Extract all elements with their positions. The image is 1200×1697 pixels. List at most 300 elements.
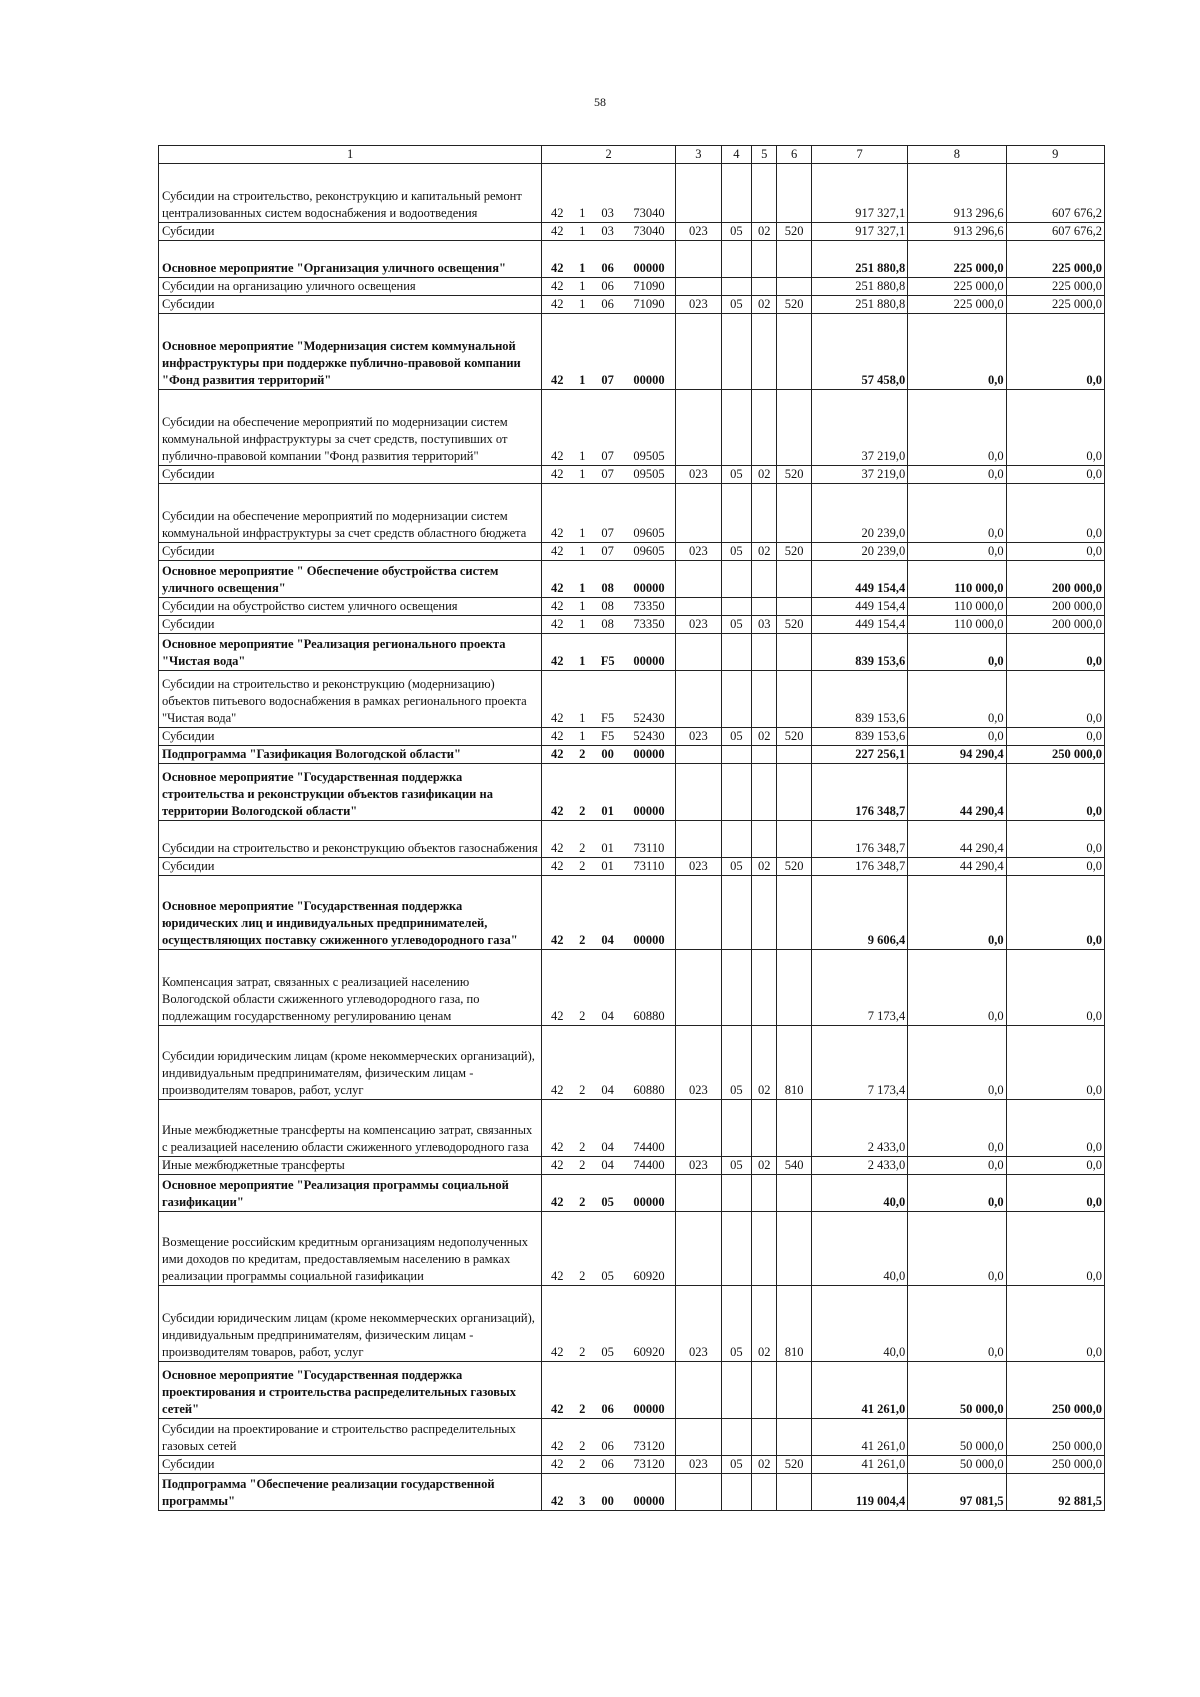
table-row (159, 728, 1105, 746)
code-subsection: 02 (752, 1157, 777, 1175)
amount-col9: 225 000,0 (1006, 296, 1104, 314)
amount-col7: 251 880,8 (811, 296, 907, 314)
amount-col8: 97 081,5 (908, 1474, 1006, 1511)
amount-col7: 7 173,4 (811, 950, 907, 1026)
amount-col8: 50 000,0 (908, 1419, 1006, 1456)
code-section (721, 598, 751, 616)
amount-col7: 41 261,0 (811, 1419, 907, 1456)
code-subsection (752, 764, 777, 821)
code-direction: 00000 (623, 1362, 676, 1419)
amount-col8: 44 290,4 (908, 858, 1006, 876)
code-expense-type (777, 1212, 811, 1286)
code-section (721, 561, 751, 598)
code-expense-type: 520 (777, 616, 811, 634)
code-grbs: 023 (676, 728, 722, 746)
amount-col9: 225 000,0 (1006, 278, 1104, 296)
code-program: 42 (542, 1100, 572, 1157)
amount-col7: 20 239,0 (811, 543, 907, 561)
code-activity: 05 (592, 1175, 622, 1212)
code-program: 42 (542, 278, 572, 296)
code-expense-type (777, 1175, 811, 1212)
table-row (159, 1362, 1105, 1419)
table-row (159, 1100, 1105, 1157)
amount-col9: 0,0 (1006, 543, 1104, 561)
code-direction: 09605 (623, 484, 676, 543)
row-name: Подпрограмма "Обеспечение реализации государственной программы" (159, 1474, 542, 1511)
amount-col7: 40,0 (811, 1286, 907, 1362)
code-direction: 73120 (623, 1419, 676, 1456)
table-row (159, 1157, 1105, 1175)
row-name: Субсидии на строительство и реконструкцию (модернизацию) объектов питьевого водоснабжения в рамках регионального проекта "Чистая вода" (159, 671, 542, 728)
amount-col8: 225 000,0 (908, 278, 1006, 296)
code-section (721, 241, 751, 278)
amount-col9: 0,0 (1006, 821, 1104, 858)
amount-col7: 839 153,6 (811, 728, 907, 746)
code-grbs (676, 876, 722, 950)
code-direction: 00000 (623, 241, 676, 278)
amount-col7: 119 004,4 (811, 1474, 907, 1511)
code-activity: 07 (592, 390, 622, 466)
code-subsection: 02 (752, 858, 777, 876)
row-name: Основное мероприятие "Реализация регионального проекта "Чистая вода" (159, 634, 542, 671)
code-program: 42 (542, 728, 572, 746)
amount-col7: 41 261,0 (811, 1456, 907, 1474)
table-row (159, 821, 1105, 858)
code-subsection (752, 1175, 777, 1212)
code-subsection (752, 876, 777, 950)
code-section: 05 (721, 1026, 751, 1100)
code-section (721, 1474, 751, 1511)
code-section (721, 950, 751, 1026)
code-direction: 00000 (623, 746, 676, 764)
header-cell-6: 6 (777, 146, 811, 164)
code-activity: 07 (592, 466, 622, 484)
code-subprogram: 1 (572, 543, 592, 561)
code-section (721, 1175, 751, 1212)
table-row (159, 616, 1105, 634)
code-subsection (752, 821, 777, 858)
code-direction: 60920 (623, 1212, 676, 1286)
code-program: 42 (542, 1157, 572, 1175)
code-section (721, 876, 751, 950)
code-direction: 74400 (623, 1157, 676, 1175)
row-name: Субсидии (159, 466, 542, 484)
table-row (159, 1175, 1105, 1212)
amount-col9: 250 000,0 (1006, 1456, 1104, 1474)
amount-col9: 0,0 (1006, 1100, 1104, 1157)
code-section: 05 (721, 543, 751, 561)
code-program: 42 (542, 950, 572, 1026)
code-subprogram: 1 (572, 484, 592, 543)
amount-col9: 0,0 (1006, 764, 1104, 821)
code-subsection (752, 950, 777, 1026)
code-program: 42 (542, 1362, 572, 1419)
code-activity: 08 (592, 616, 622, 634)
code-direction: 00000 (623, 314, 676, 390)
amount-col9: 0,0 (1006, 1286, 1104, 1362)
amount-col8: 0,0 (908, 1212, 1006, 1286)
amount-col8: 0,0 (908, 1100, 1006, 1157)
row-name: Иные межбюджетные трансферты (159, 1157, 542, 1175)
code-subprogram: 1 (572, 314, 592, 390)
code-subprogram: 2 (572, 764, 592, 821)
amount-col8: 913 296,6 (908, 164, 1006, 223)
code-subprogram: 1 (572, 598, 592, 616)
code-program: 42 (542, 223, 572, 241)
row-name: Субсидии на строительство и реконструкцию объектов газоснабжения (159, 821, 542, 858)
code-section (721, 671, 751, 728)
amount-col9: 0,0 (1006, 950, 1104, 1026)
code-activity: 06 (592, 241, 622, 278)
code-direction: 73040 (623, 164, 676, 223)
code-activity: 05 (592, 1286, 622, 1362)
row-name: Возмещение российским кредитным организациям недополученных ими доходов по кредитам, предоставляемым населению в рамках реализации программы социальной газификации (159, 1212, 542, 1286)
code-expense-type (777, 1362, 811, 1419)
code-grbs: 023 (676, 543, 722, 561)
row-name: Субсидии на организацию уличного освещения (159, 278, 542, 296)
row-name: Основное мероприятие "Государственная поддержка строительства и реконструкции объектов газификации на территории Вологодской области" (159, 764, 542, 821)
code-subsection (752, 1362, 777, 1419)
table-body (159, 164, 1105, 1511)
amount-col9: 607 676,2 (1006, 164, 1104, 223)
code-grbs (676, 746, 722, 764)
amount-col7: 37 219,0 (811, 466, 907, 484)
row-name: Подпрограмма "Газификация Вологодской области" (159, 746, 542, 764)
code-expense-type (777, 390, 811, 466)
code-program: 42 (542, 764, 572, 821)
table-row (159, 390, 1105, 466)
code-subprogram: 1 (572, 671, 592, 728)
amount-col7: 251 880,8 (811, 278, 907, 296)
amount-col7: 839 153,6 (811, 634, 907, 671)
code-grbs: 023 (676, 223, 722, 241)
code-activity: 01 (592, 821, 622, 858)
amount-col9: 0,0 (1006, 876, 1104, 950)
code-subsection (752, 390, 777, 466)
code-expense-type (777, 1419, 811, 1456)
code-activity: 01 (592, 858, 622, 876)
code-activity: 00 (592, 746, 622, 764)
amount-col8: 0,0 (908, 634, 1006, 671)
code-grbs (676, 390, 722, 466)
code-grbs (676, 764, 722, 821)
code-direction: 00000 (623, 1175, 676, 1212)
code-program: 42 (542, 484, 572, 543)
amount-col8: 0,0 (908, 876, 1006, 950)
code-subsection (752, 1419, 777, 1456)
code-subprogram: 2 (572, 746, 592, 764)
code-section: 05 (721, 1157, 751, 1175)
amount-col7: 449 154,4 (811, 598, 907, 616)
code-grbs: 023 (676, 1026, 722, 1100)
code-subsection (752, 671, 777, 728)
code-program: 42 (542, 821, 572, 858)
code-grbs (676, 278, 722, 296)
header-cell-5: 5 (752, 146, 777, 164)
amount-col7: 917 327,1 (811, 164, 907, 223)
code-expense-type (777, 241, 811, 278)
code-activity: 04 (592, 876, 622, 950)
code-program: 42 (542, 876, 572, 950)
amount-col9: 250 000,0 (1006, 1419, 1104, 1456)
code-program: 42 (542, 1286, 572, 1362)
code-direction: 09505 (623, 390, 676, 466)
code-program: 42 (542, 671, 572, 728)
amount-col9: 200 000,0 (1006, 616, 1104, 634)
amount-col7: 176 348,7 (811, 821, 907, 858)
code-section (721, 1419, 751, 1456)
amount-col9: 200 000,0 (1006, 561, 1104, 598)
code-program: 42 (542, 616, 572, 634)
code-subprogram: 1 (572, 223, 592, 241)
code-grbs (676, 671, 722, 728)
code-program: 42 (542, 746, 572, 764)
code-section (721, 634, 751, 671)
row-name: Субсидии (159, 296, 542, 314)
amount-col9: 92 881,5 (1006, 1474, 1104, 1511)
code-direction: 73350 (623, 598, 676, 616)
code-expense-type (777, 746, 811, 764)
code-program: 42 (542, 164, 572, 223)
code-direction: 00000 (623, 634, 676, 671)
code-program: 42 (542, 1456, 572, 1474)
code-expense-type (777, 561, 811, 598)
table-row (159, 223, 1105, 241)
amount-col9: 0,0 (1006, 484, 1104, 543)
code-direction: 52430 (623, 728, 676, 746)
code-subprogram: 2 (572, 1362, 592, 1419)
amount-col7: 2 433,0 (811, 1100, 907, 1157)
amount-col7: 251 880,8 (811, 241, 907, 278)
table-row (159, 466, 1105, 484)
code-section: 05 (721, 1286, 751, 1362)
amount-col8: 110 000,0 (908, 561, 1006, 598)
code-grbs (676, 598, 722, 616)
code-subprogram: 2 (572, 876, 592, 950)
code-subprogram: 1 (572, 278, 592, 296)
amount-col7: 449 154,4 (811, 561, 907, 598)
code-subsection (752, 561, 777, 598)
code-expense-type: 520 (777, 296, 811, 314)
table-row (159, 598, 1105, 616)
code-grbs (676, 314, 722, 390)
code-expense-type (777, 634, 811, 671)
table-row (159, 164, 1105, 223)
code-subprogram: 2 (572, 1175, 592, 1212)
amount-col9: 0,0 (1006, 466, 1104, 484)
code-subprogram: 2 (572, 821, 592, 858)
code-subprogram: 2 (572, 1026, 592, 1100)
code-program: 42 (542, 1212, 572, 1286)
code-grbs (676, 164, 722, 223)
code-activity: F5 (592, 634, 622, 671)
table-row (159, 296, 1105, 314)
row-name: Субсидии (159, 858, 542, 876)
code-subprogram: 1 (572, 634, 592, 671)
code-program: 42 (542, 1474, 572, 1511)
table-row (159, 746, 1105, 764)
row-name: Субсидии (159, 728, 542, 746)
amount-col7: 40,0 (811, 1212, 907, 1286)
code-direction: 09505 (623, 466, 676, 484)
code-subprogram: 1 (572, 164, 592, 223)
amount-col9: 0,0 (1006, 671, 1104, 728)
code-subsection: 02 (752, 296, 777, 314)
row-name: Субсидии на проектирование и строительство распределительных газовых сетей (159, 1419, 542, 1456)
code-activity: 04 (592, 1100, 622, 1157)
code-program: 42 (542, 314, 572, 390)
code-subsection (752, 1212, 777, 1286)
code-activity: 06 (592, 296, 622, 314)
amount-col8: 0,0 (908, 728, 1006, 746)
row-name: Основное мероприятие "Организация уличного освещения" (159, 241, 542, 278)
amount-col8: 225 000,0 (908, 241, 1006, 278)
table-row (159, 241, 1105, 278)
code-grbs (676, 1212, 722, 1286)
amount-col7: 57 458,0 (811, 314, 907, 390)
code-direction: 73110 (623, 821, 676, 858)
amount-col9: 200 000,0 (1006, 598, 1104, 616)
amount-col8: 44 290,4 (908, 821, 1006, 858)
amount-col8: 110 000,0 (908, 616, 1006, 634)
code-section (721, 1212, 751, 1286)
code-subsection (752, 278, 777, 296)
code-subsection: 02 (752, 466, 777, 484)
code-activity: 04 (592, 1157, 622, 1175)
code-subsection: 02 (752, 223, 777, 241)
code-activity: 03 (592, 223, 622, 241)
code-grbs (676, 634, 722, 671)
code-grbs (676, 950, 722, 1026)
code-expense-type: 520 (777, 466, 811, 484)
code-grbs: 023 (676, 1456, 722, 1474)
code-direction: 00000 (623, 876, 676, 950)
code-grbs: 023 (676, 1157, 722, 1175)
row-name: Основное мероприятие " Обеспечение обустройства систем уличного освещения" (159, 561, 542, 598)
table-row (159, 876, 1105, 950)
header-cell-7: 7 (811, 146, 907, 164)
code-direction: 00000 (623, 561, 676, 598)
budget-table (158, 145, 1105, 1511)
code-subprogram: 1 (572, 728, 592, 746)
amount-col8: 0,0 (908, 466, 1006, 484)
code-program: 42 (542, 561, 572, 598)
code-direction: 71090 (623, 278, 676, 296)
amount-col9: 0,0 (1006, 314, 1104, 390)
code-activity: 04 (592, 950, 622, 1026)
header-cell-1: 1 (159, 146, 542, 164)
amount-col8: 225 000,0 (908, 296, 1006, 314)
row-name: Субсидии (159, 223, 542, 241)
code-grbs: 023 (676, 1286, 722, 1362)
code-subprogram: 2 (572, 858, 592, 876)
code-subsection: 03 (752, 616, 777, 634)
code-subsection (752, 314, 777, 390)
code-direction: 00000 (623, 764, 676, 821)
code-expense-type (777, 1100, 811, 1157)
code-subprogram: 2 (572, 1419, 592, 1456)
code-program: 42 (542, 1175, 572, 1212)
code-activity: F5 (592, 728, 622, 746)
row-name: Субсидии юридическим лицам (кроме некоммерческих организаций), индивидуальным предпринимателям, физическим лицам - производителям товаров, работ, услуг (159, 1286, 542, 1362)
amount-col8: 0,0 (908, 671, 1006, 728)
table-row (159, 1456, 1105, 1474)
amount-col8: 0,0 (908, 314, 1006, 390)
row-name: Компенсация затрат, связанных с реализацией населению Вологодской области сжиженного углеводородного газа, по подлежащим государственному регулированию ценам (159, 950, 542, 1026)
code-section (721, 1362, 751, 1419)
row-name: Основное мероприятие "Государственная поддержка проектирования и строительства распределительных газовых сетей" (159, 1362, 542, 1419)
code-subprogram: 2 (572, 1100, 592, 1157)
table-row (159, 314, 1105, 390)
amount-col8: 0,0 (908, 950, 1006, 1026)
row-name: Основное мероприятие "Государственная поддержка юридических лиц и индивидуальных предпринимателей, осуществляющих поставку сжиженного углеводородного газа" (159, 876, 542, 950)
amount-col7: 7 173,4 (811, 1026, 907, 1100)
amount-col9: 0,0 (1006, 728, 1104, 746)
code-section: 05 (721, 728, 751, 746)
table-row (159, 543, 1105, 561)
code-grbs (676, 821, 722, 858)
code-subsection (752, 598, 777, 616)
amount-col8: 0,0 (908, 1286, 1006, 1362)
code-expense-type (777, 671, 811, 728)
code-expense-type (777, 764, 811, 821)
code-grbs (676, 1362, 722, 1419)
table-row (159, 950, 1105, 1026)
amount-col8: 50 000,0 (908, 1456, 1006, 1474)
code-grbs (676, 1100, 722, 1157)
table-header (159, 146, 1105, 164)
code-activity: 06 (592, 1362, 622, 1419)
amount-col9: 0,0 (1006, 634, 1104, 671)
code-grbs: 023 (676, 466, 722, 484)
table-row (159, 764, 1105, 821)
code-program: 42 (542, 390, 572, 466)
row-name: Субсидии на обустройство систем уличного освещения (159, 598, 542, 616)
row-name: Субсидии на строительство, реконструкцию и капитальный ремонт централизованных систем водоснабжения и водоотведения (159, 164, 542, 223)
amount-col8: 0,0 (908, 1175, 1006, 1212)
code-program: 42 (542, 858, 572, 876)
table-row (159, 1212, 1105, 1286)
code-direction: 71090 (623, 296, 676, 314)
code-direction: 74400 (623, 1100, 676, 1157)
code-direction: 73110 (623, 858, 676, 876)
amount-col7: 839 153,6 (811, 671, 907, 728)
row-name: Субсидии на обеспечение мероприятий по модернизации систем коммунальной инфраструктуры за счет средств областного бюджета (159, 484, 542, 543)
code-program: 42 (542, 543, 572, 561)
code-subsection (752, 164, 777, 223)
code-grbs (676, 241, 722, 278)
code-expense-type: 520 (777, 1456, 811, 1474)
amount-col7: 227 256,1 (811, 746, 907, 764)
code-expense-type (777, 876, 811, 950)
row-name: Субсидии (159, 616, 542, 634)
code-expense-type (777, 314, 811, 390)
code-direction: 60880 (623, 1026, 676, 1100)
code-activity: 08 (592, 598, 622, 616)
amount-col8: 0,0 (908, 543, 1006, 561)
code-section: 05 (721, 616, 751, 634)
code-section: 05 (721, 1456, 751, 1474)
code-expense-type (777, 278, 811, 296)
code-expense-type (777, 598, 811, 616)
row-name: Субсидии юридическим лицам (кроме некоммерческих организаций), индивидуальным предпринимателям, физическим лицам - производителям товаров, работ, услуг (159, 1026, 542, 1100)
amount-col8: 913 296,6 (908, 223, 1006, 241)
table-row (159, 278, 1105, 296)
header-cell-2: 2 (542, 146, 676, 164)
code-subprogram: 2 (572, 1212, 592, 1286)
amount-col7: 9 606,4 (811, 876, 907, 950)
code-direction: 60920 (623, 1286, 676, 1362)
